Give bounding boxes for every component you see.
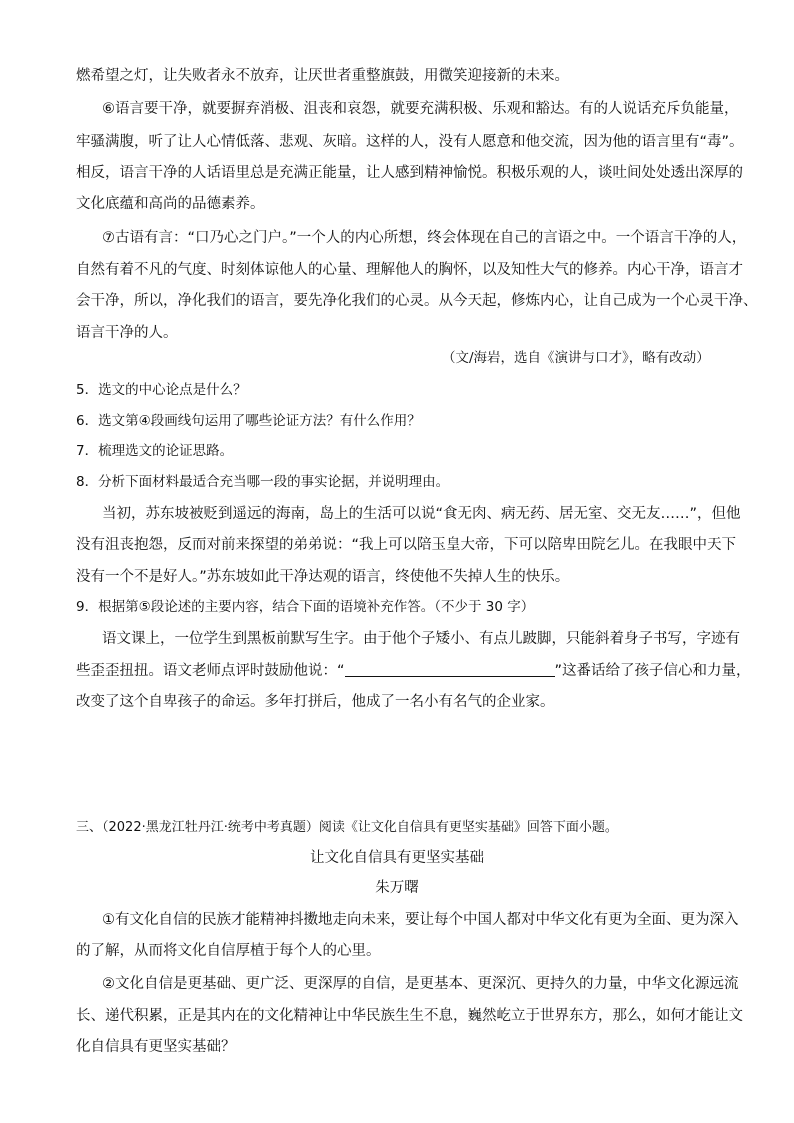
article-author: 朱万曙 [375, 880, 419, 896]
question-9-material-line-3: 改变了这个自卑孩子的命运。多年打拼后，他成了一名小有名气的企业家。 [76, 694, 555, 710]
article-para-2-line-3: 化自信具有更坚实基础？ [76, 1039, 236, 1055]
question-9-material-line-1: 语文课上，一位学生到黑板前默写生字。由于他个子矮小、有点儿跛脚，只能斜着身子书写，字迹有 [102, 631, 740, 647]
question-8-material-line-2: 没有沮丧抱怨，反而对前来探望的弟弟说：“我上可以陪玉皇大帝，下可以陪卑田院乞儿。在我眼中天下 [76, 537, 737, 553]
source-citation: （文/海岩，选自《演讲与口才》，略有改动） [442, 350, 710, 366]
answer-blank[interactable] [345, 662, 555, 677]
article-para-2-line-1: ②文化自信是更基础、更广泛、更深厚的自信，是更基本、更深沉、更持久的力量，中华文化源远流 [102, 976, 739, 992]
paragraph-6-line-3: 相反，语言干净的人话语里总是充满正能量，让人感到精神愉悦。积极乐观的人，谈吐间处处透出深厚的 [76, 165, 743, 181]
paragraph-6-line-1: ⑥语言要干净，就要摒弃消极、沮丧和哀怨，就要充满积极、乐观和豁达。有的人说话充斥负能量， [102, 101, 739, 117]
question-8-material-line-1: 当初，苏东坡被贬到遥远的海南，岛上的生活可以说“食无肉、病无药、居无室、交无友……”，但他 [102, 506, 741, 522]
paragraph-5-end: 燃希望之灯，让失败者永不放弃，让厌世者重整旗鼓，用微笑迎接新的未来。 [76, 68, 569, 84]
question-6: 6．选文第④段画线句运用了哪些论证方法？有什么作用？ [76, 413, 421, 429]
article-para-2-line-2: 长、递代积累，正是其内在的文化精神让中华民族生生不息，巍然屹立于世界东方，那么，如何才能让文 [76, 1008, 743, 1024]
article-title: 让文化自信具有更坚实基础 [310, 850, 484, 866]
article-para-1-line-1: ①有文化自信的民族才能精神抖擞地走向未来，要让每个中国人都对中华文化有更为全面、更为深入 [102, 912, 739, 928]
question-9-material-line-2 [76, 661, 751, 681]
paragraph-7-line-3: 会干净，所以，净化我们的语言，要先净化我们的心灵。从今天起，修炼内心，让自己成为一个心灵干净、 [76, 293, 758, 309]
question-9-material-text-b: ”这番话给了孩子信心和力量， [554, 663, 751, 679]
question-8-material-line-3: 没有一个不是好人。”苏东坡如此干净达观的语言，终使他不失掉人生的快乐。 [76, 569, 570, 585]
paragraph-6-line-2: 牢骚满腹，听了让人心情低落、悲观、灰暗。这样的人，没有人愿意和他交流，因为他的语言里有“毒”。 [76, 134, 744, 150]
paragraph-7-line-2: 自然有着不凡的气度、时刻体谅他人的心量、理解他人的胸怀，以及知性大气的修养。内心干净，语言才 [76, 262, 743, 278]
question-9: 9．根据第⑤段论述的主要内容，结合下面的语境补充作答。（不少于 30 字） [76, 599, 535, 615]
paragraph-6-line-4: 文化底蕴和高尚的品德素养。 [76, 196, 265, 212]
question-7: 7．梳理选文的论证思路。 [76, 443, 234, 459]
paragraph-7-line-4: 语言干净的人。 [76, 325, 178, 341]
article-para-1-line-2: 的了解，从而将文化自信厚植于每个人的心里。 [76, 943, 381, 959]
question-9-material-text-a: 些歪歪扭扭。语文老师点评时鼓励他说：“ [76, 663, 345, 679]
question-8: 8．分析下面材料最适合充当哪一段的事实论据，并说明理由。 [76, 474, 450, 490]
question-5: 5．选文的中心论点是什么？ [76, 382, 247, 398]
section-3-heading: 三、（2022·黑龙江牡丹江·统考中考真题）阅读《让文化自信具有更坚实基础》回答下面小题。 [76, 820, 618, 835]
paragraph-7-line-1: ⑦古语有言：“口乃心之门户。”一个人的内心所想，终会体现在自己的言语之中。一个语言干净的人， [102, 230, 747, 246]
